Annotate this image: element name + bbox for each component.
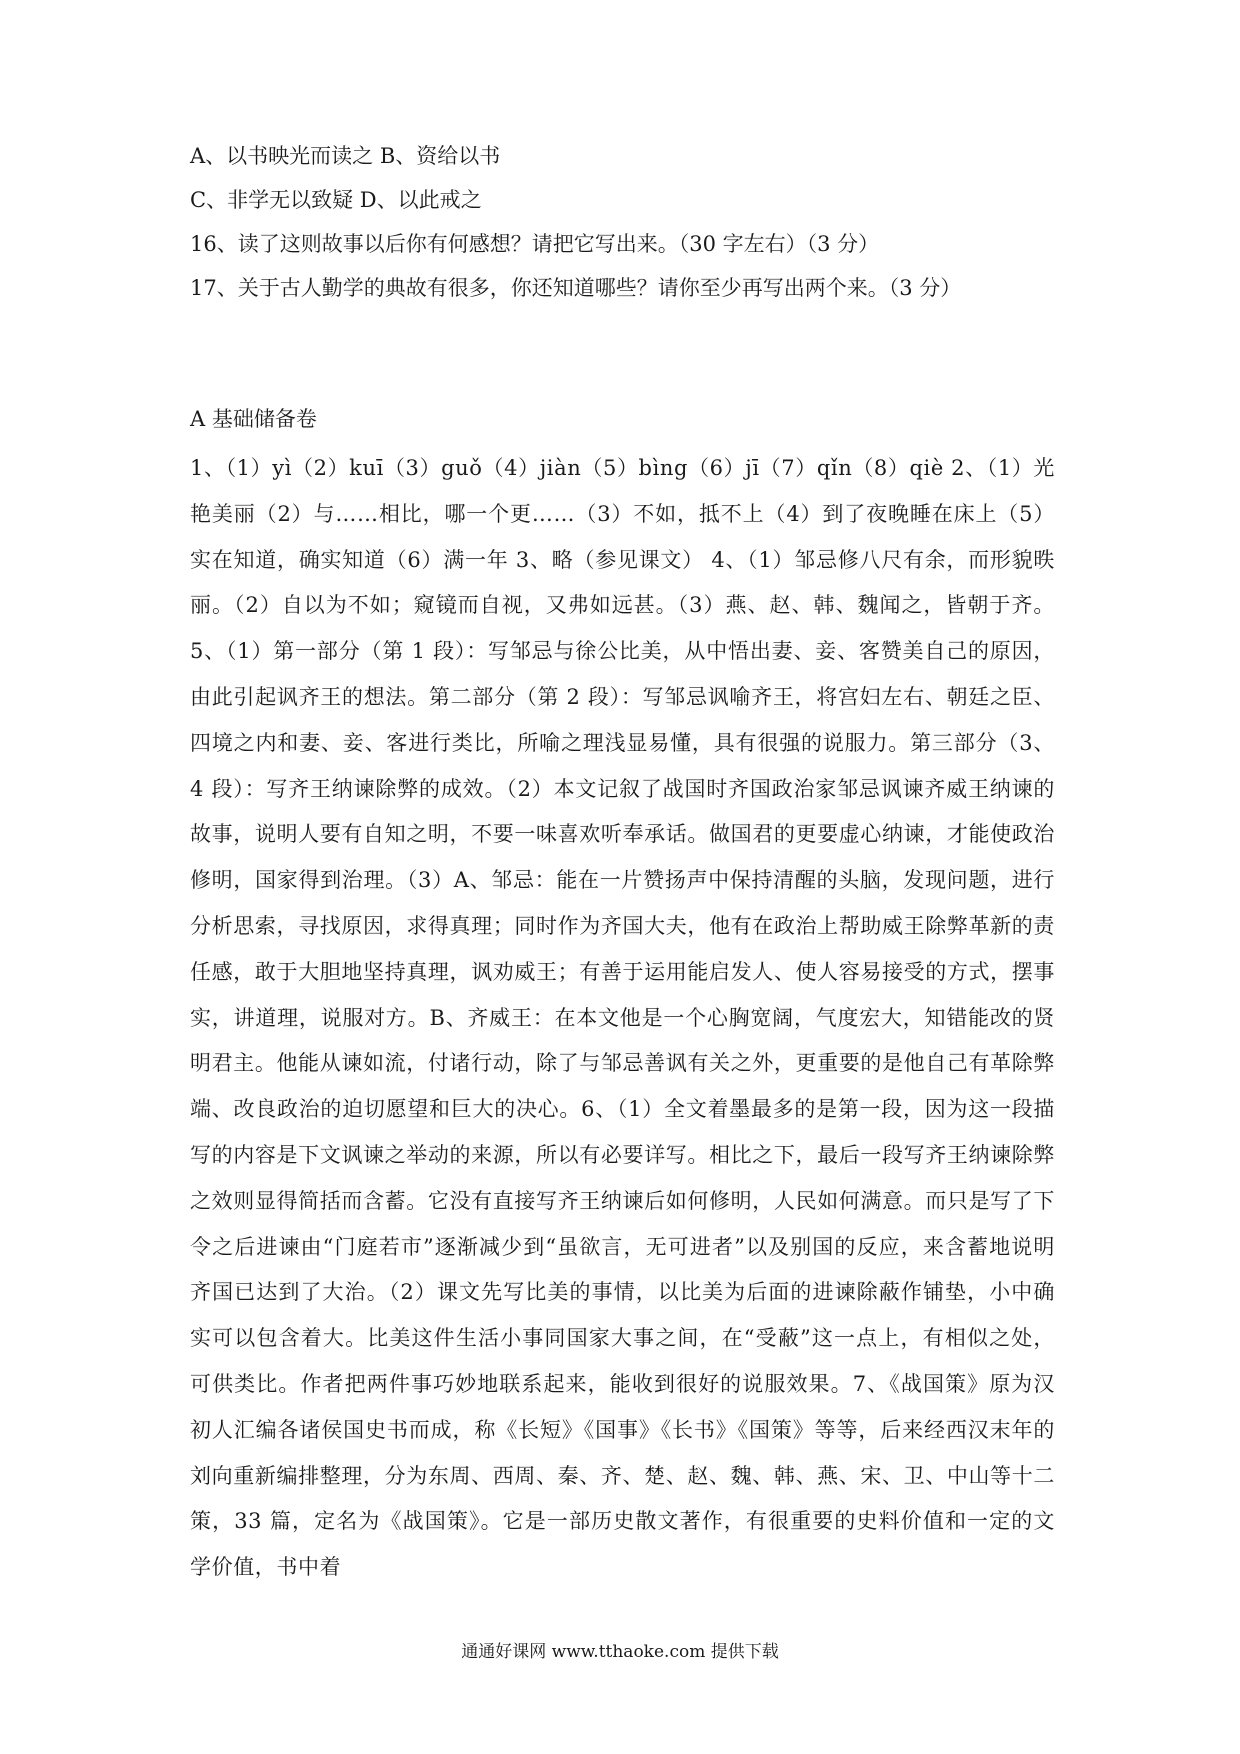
question-17: 17、关于古人勤学的典故有很多，你还知道哪些？请你至少再写出两个来。（3 分） — [190, 276, 962, 300]
options-line-c-d: C、非学无以致疑 D、以此戒之 — [190, 188, 482, 212]
options-line-a-b: A、以书映光而读之 B、资给以书 — [190, 144, 501, 168]
answer-section-title: A 基础储备卷 — [190, 407, 317, 431]
question-16: 16、读了这则故事以后你有何感想？请把它写出来。（30 字左右）（3 分） — [190, 232, 880, 256]
answer-body-text: 1、（1）yì（2）kuī（3）guǒ（4）jiàn（5）bìng（6）jī（7）qǐn（8）qiè 2、（1）光艳美丽（2）与……相比，哪一个更……（3）不如，抵不上（4）到了夜晚睡在床上（5）实在知道，确实知道（6）满一年 3、略（参见课文） 4、（1）邹忌修八尺有余，而形貌昳丽。（2）自以为不如；窥镜而自视，又弗如远甚。（3）燕、赵、韩、魏闻之，皆朝于齐。5、（1）第一部分（第 1 段）：写邹忌与徐公比美，从中悟出妻、妾、客赞美自己的原因，由此引起讽齐王的想法。第二部分（第 2 段）：写邹忌讽喻齐王，将宫妇左右、朝廷之臣、四境之内和妻、妾、客进行类比，所喻之理浅显易懂，具有很强的说服力。第三部分（3、4 段）：写齐王纳谏除弊的成效。（2）本文记叙了战国时齐国政治家邹忌讽谏齐威王纳谏的故事，说明人要有自知之明，不要一味喜欢听奉承话。做国君的更要虚心纳谏，才能使政治修明，国家得到治理。（3）A、邹忌：能在一片赞扬声中保持清醒的头脑，发现问题，进行分析思索，寻找原因，求得真理；同时作为齐国大夫，他有在政治上帮助威王除弊革新的责任感，敢于大胆地坚持真理，讽劝威王；有善于运用能启发人、使人容易接受的方式，摆事实，讲道理，说服对方。B、齐威王：在本文他是一个心胸宽阔，气度宏大，知错能改的贤明君主。他能从谏如流，付诸行动，除了与邹忌善讽有关之外，更重要的是他自己有革除弊端、改良政治的迫切愿望和巨大的决心。6、（1）全文着墨最多的是第一段，因为这一段描写的内容是下文讽谏之举动的来源，所以有必要详写。相比之下，最后一段写齐王纳谏除弊之效则显得简括而含蓄。它没有直接写齐王纳谏后如何修明，人民如何满意。而只是写了下令之后进谏由“门庭若市”逐渐减少到“虽欲言，无可进者”以及别国的反应，来含蓄地说明齐国已达到了大治。（2）课文先写比美的事情，以比美为后面的进谏除蔽作铺垫，小中确实可以包含着大。比美这件生活小事同国家大事之间，在“受蔽”这一点上，有相似之处，可供类比。作者把两件事巧妙地联系起来，能收到很好的说服效果。7、《战国策》原为汉初人汇编各诸侯国史书而成，称《长短》《国事》《长书》《国策》等等，后来经西汉末年的刘向重新编排整理，分为东周、西周、秦、齐、楚、赵、魏、韩、燕、宋、卫、中山等十二策，33 篇，定名为《战国策》。它是一部历史散文著作，有很重要的史料价值和一定的文学价值，书中着 — [190, 456, 1055, 1580]
page-footer: 通通好课网 www.tthaoke.com 提供下载 — [461, 1642, 779, 1662]
